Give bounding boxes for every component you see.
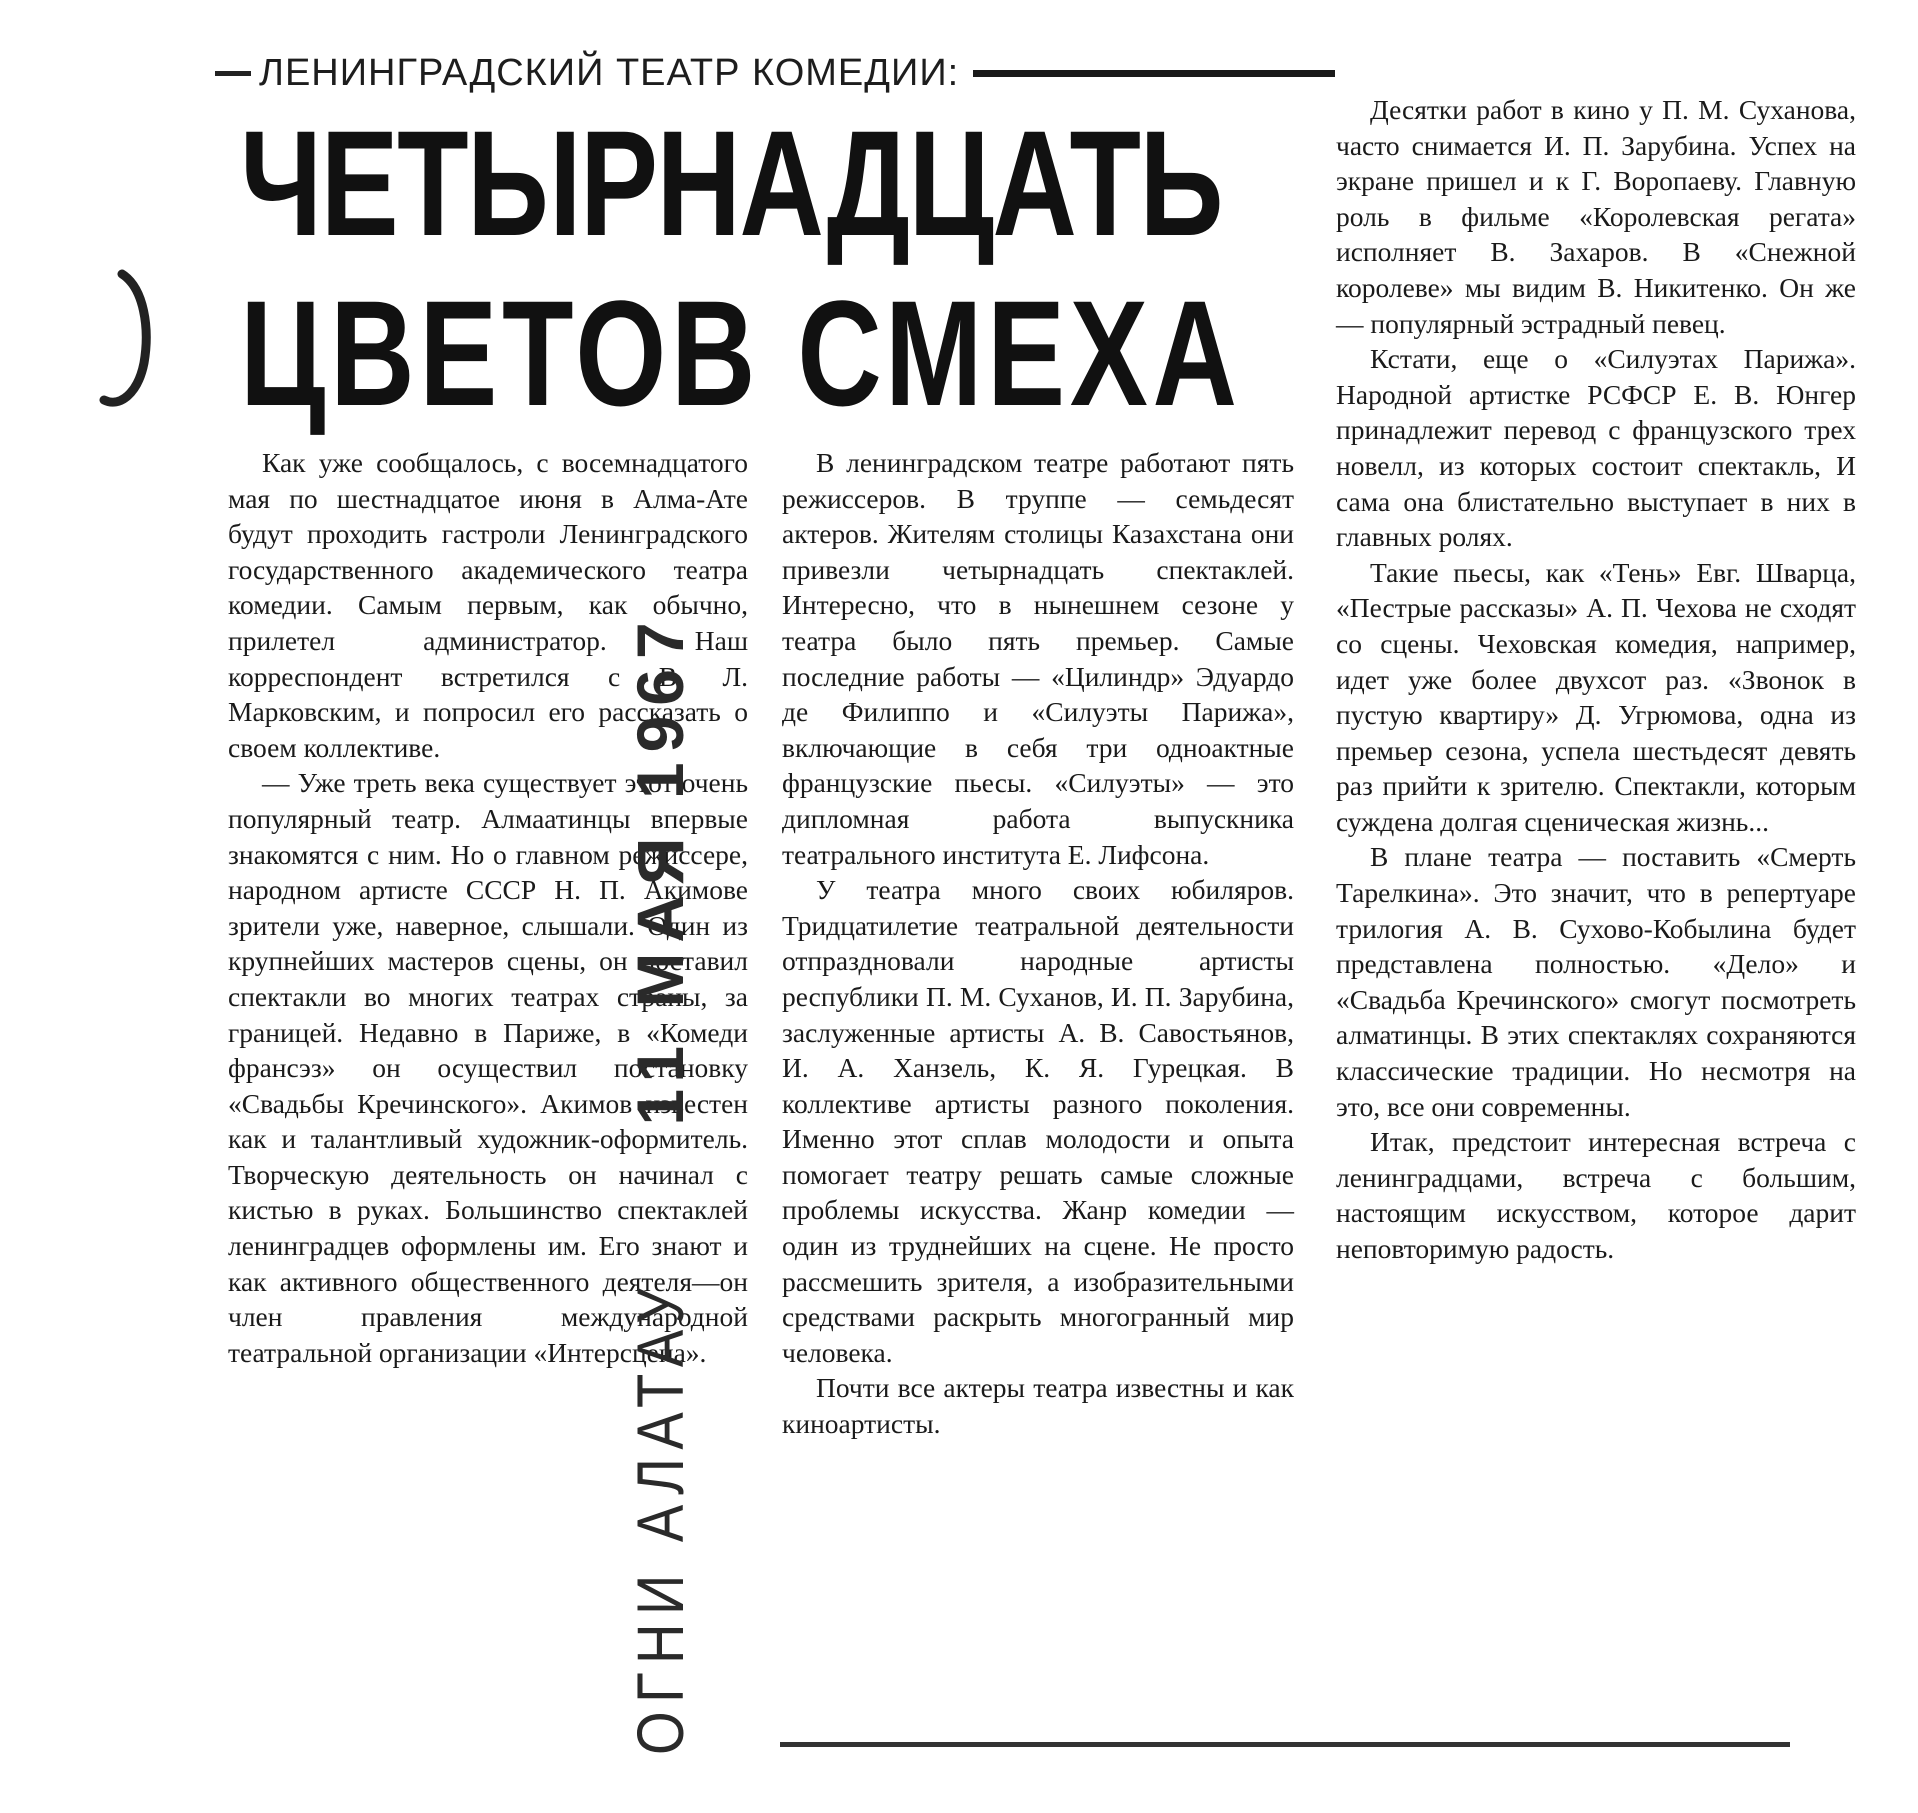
paragraph: — Уже треть века существует этот очень популярный театр. Алмаатинцы впервые знакомятся с ним. Но о главном режиссере, народном артисте СССР Н. П. Акимове зрители уже, наверное, слышали. Один из крупнейших мастеров сцены, он поставил спектакли во многих театрах страны, за границей. Недавно в Париже, в «Комеди франсэз» он осуществил постановку «Свадьбы Кречинского». Акимов известен как и талантливый художник-оформитель. Творческую деятельность он начинал с кистью в руках. Большинство спектаклей ленинградцев оформлены им. Его знают и как активного общественного деятеля—он член правления международной театральной организации «Интерсцена». [228,767,748,1368]
headline-line-1: ЧЕТЫРНАДЦАТЬ [240,99,1222,267]
column-3 [1336,92,1856,1267]
column-2 [782,445,1294,1442]
stamp-date: 11 МАЯ 1967 [623,612,697,1126]
bottom-rule [780,1742,1790,1747]
paragraph: Десятки работ в кино у П. М. Суханова, часто снимается И. П. Зарубина. Успех на экране пришел и к Г. Воропаеву. Главную роль в фильме «Королевская регата» исполняет В. Захаров. В «Снежной королеве» мы видим В. Никитенко. Он же — популярный эстрадный певец. [1336,94,1856,339]
headline [240,99,1300,437]
article-kicker [215,48,1335,98]
paragraph: У театра много своих юбиляров. Тридцатилетие театральной деятельности отпраздновали народные артисты республики П. М. Суханов, И. П. Зарубина, заслуженные артисты А. В. Савостьянов, И. А. Ханзель, К. Я. Гурецкая. В коллективе артисты разного поколения. Именно этот сплав молодости и опыта помогает театру решать самые сложные проблемы искусства. Жанр комедии — один из труднейших на сцене. Не просто рассмешить зрителя, а изобразительными средствами раскрыть многогранный мир человека. [782,874,1294,1368]
headline-line-2: ЦВЕТОВ СМЕХА [240,269,1242,437]
kicker-text: ЛЕНИНГРАДСКИЙ ТЕАТР КОМЕДИИ: [259,51,960,94]
paragraph: Такие пьесы, как «Тень» Евг. Шварца, «Пестрые рассказы» А. П. Чехова не сходят со сцены. Чеховская комедия, например, идет уже более двухсот раз. «Звонок в пустую квартиру» Д. Угрюмова, одна из премьер сезона, успела шестьдесят девять раз прийти к зрителю. Спектакли, которым суждена долгая сценическая жизнь... [1336,556,1856,837]
paragraph: Почти все актеры театра известны и как киноартисты. [782,1372,1294,1440]
paragraph: Как уже сообщалось, с восемнадцатого мая по шестнадцатое июня в Алма-Ате будут проходить гастроли Ленинградского государственного академического театра комедии. Самым первым, как обычно, прилетел администратор. Наш корреспондент встретился с В. Л. Марковским, и попросил его рассказать о своем коллективе. [228,447,748,763]
handwritten-mark-icon [92,268,162,418]
stamp-newspaper-name: ОГНИ АЛАТАУ [623,1279,697,1755]
paragraph: Кстати, еще о «Силуэтах Парижа». Народной артистке РСФСР Е. В. Юнгер принадлежит перевод с французского трех новелл, из которых состоит спектакль, И сама она блистательно выступает в них в главных ролях. [1336,343,1856,553]
paragraph: В ленинградском театре работают пять режиссеров. В труппе — семьдесят актеров. Жителям столицы Казахстана они привезли четырнадцать спектаклей. Интересно, что в нынешнем сезоне у театра было пять премьер. Самые последние работы — «Цилиндр» Эдуардо де Филиппо и «Силуэты Парижа», включающие в себя три одноактные французские пьесы. «Силуэты» — это дипломная работа выпускника театрального института Е. Лифсона. [782,447,1294,870]
paragraph: В плане театра — поставить «Смерть Тарелкина». Это значит, что в репертуаре трилогия А. В. Сухово-Кобылина будет представлена полностью. «Дело» и «Свадьба Кречинского» смогут посмотреть алматинцы. В этих спектаклях сохраняются классические традиции. Но несмотря на это, все они современны. [1336,841,1856,1122]
paragraph: Итак, предстоит интересная встреча с ленинградцами, встреча с большим, настоящим искусством, которое дарит неповторимую радость. [1336,1126,1856,1264]
archive-stamp [615,495,705,1755]
kicker-right-rule [973,70,1335,77]
kicker-left-rule [215,71,251,76]
